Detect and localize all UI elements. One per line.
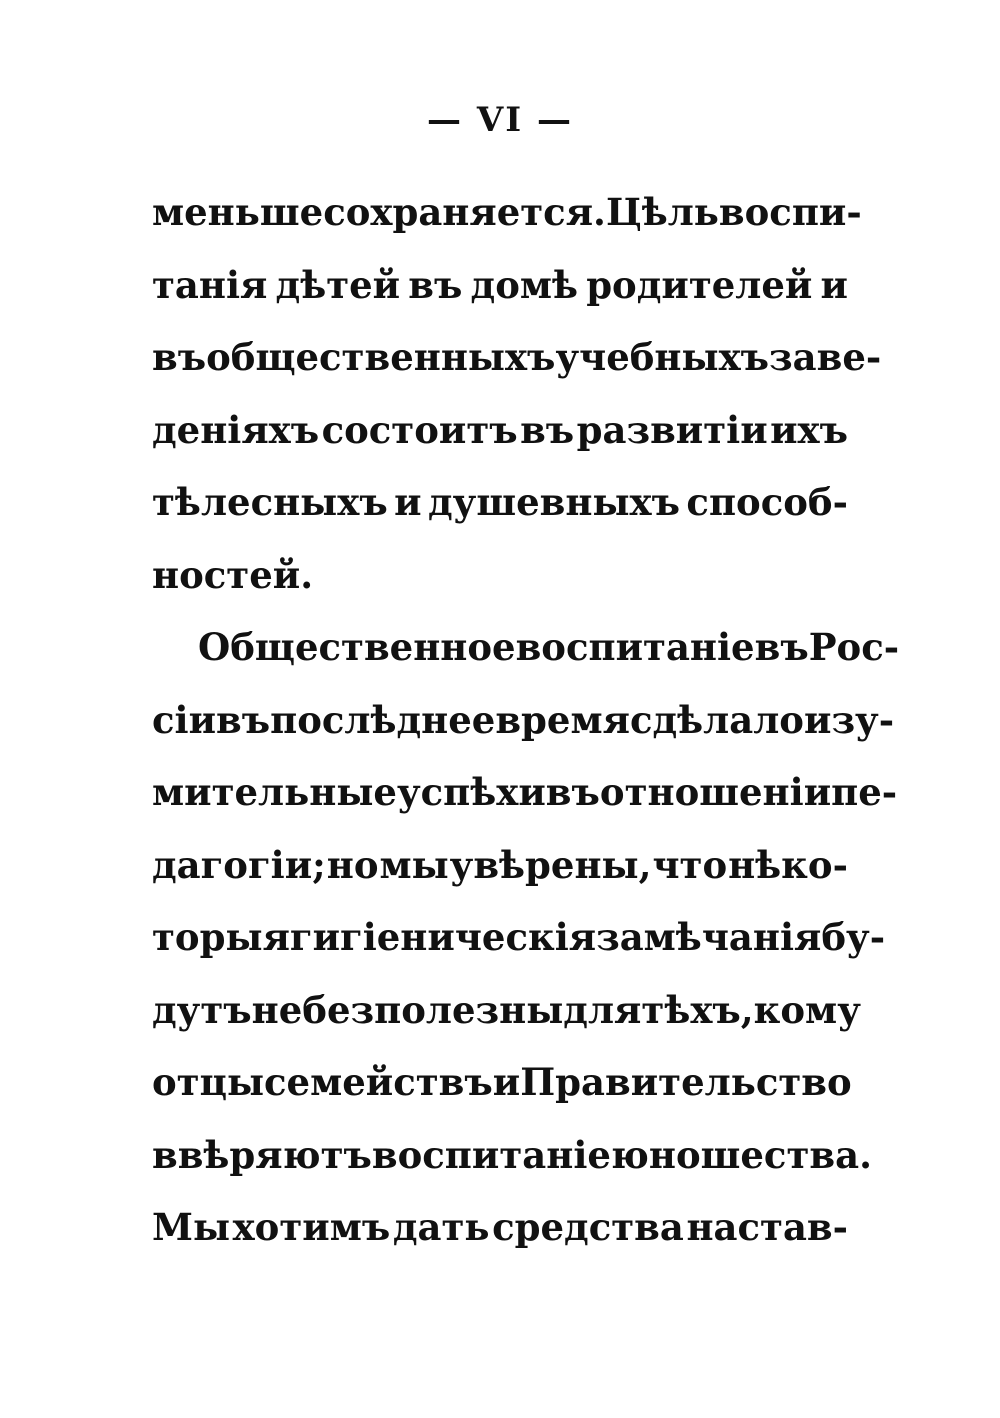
- word: домѣ: [470, 262, 579, 307]
- word: Правительство: [520, 1060, 852, 1104]
- text-line-12: [152, 974, 861, 1047]
- text-line-2: [152, 249, 848, 322]
- word: родителей: [586, 262, 813, 307]
- word: учебныхъ: [555, 335, 770, 379]
- word: для: [563, 987, 642, 1032]
- word: ввѣряютъ: [152, 1132, 372, 1177]
- word: дагогіи;: [152, 842, 326, 887]
- running-head-page-number: — VI —: [427, 100, 573, 140]
- text-line-13: [152, 1046, 852, 1119]
- word: состоитъ: [321, 407, 518, 452]
- word: время: [495, 697, 630, 742]
- word: сіи: [152, 697, 217, 742]
- word: тѣлесныхъ: [152, 480, 388, 524]
- word: душевныхъ: [428, 480, 680, 524]
- word: Мы: [152, 1205, 231, 1249]
- word: меньше: [152, 190, 324, 234]
- word: изу-: [804, 697, 895, 742]
- word: воспитаніе: [371, 1132, 611, 1177]
- word: сдѣлало: [629, 697, 804, 742]
- word: ихъ: [770, 407, 848, 452]
- text-line-11: [152, 901, 886, 974]
- word: въ: [545, 770, 600, 814]
- word: деніяхъ: [152, 407, 320, 452]
- word: дутъ: [152, 987, 252, 1032]
- word: бу-: [821, 915, 886, 959]
- word: увѣрены,: [449, 842, 652, 887]
- word: воспи-: [718, 190, 862, 234]
- word: Рос-: [808, 625, 900, 669]
- text-line-6: [152, 539, 848, 612]
- word: замѣчанія: [596, 915, 822, 959]
- word: общественныхъ: [206, 335, 556, 379]
- word: юношества.: [610, 1132, 872, 1177]
- text-line-8: [152, 684, 895, 757]
- word: пе-: [831, 770, 898, 814]
- word: не: [251, 987, 303, 1032]
- word: мительные: [152, 770, 397, 814]
- word: въ: [754, 625, 809, 669]
- word: что: [652, 842, 728, 887]
- word: въ: [520, 407, 575, 452]
- word: хотимъ: [232, 1205, 391, 1249]
- word: нѣко-: [728, 842, 848, 887]
- word: въ: [152, 335, 207, 379]
- word: безполезны: [302, 987, 564, 1032]
- word: способ-: [686, 480, 848, 524]
- word: но: [326, 842, 379, 887]
- word: торыя: [152, 915, 290, 959]
- word: танія: [152, 262, 268, 307]
- word: Общественное: [198, 625, 516, 669]
- word: настав-: [686, 1205, 848, 1249]
- word: въ: [408, 262, 463, 307]
- word: послѣднее: [270, 697, 496, 742]
- word: заве-: [769, 335, 882, 379]
- text-line-3: [152, 321, 882, 394]
- word: средства: [492, 1205, 684, 1249]
- word: сохраняется.: [323, 190, 606, 234]
- word: ностей.: [152, 552, 314, 597]
- text-line-7-paragraph-start: [152, 611, 900, 684]
- text-line-4: [152, 394, 848, 467]
- word: и: [820, 262, 848, 307]
- word: дать: [392, 1205, 490, 1249]
- word: дѣтей: [275, 262, 401, 307]
- word: развитіи: [576, 407, 768, 452]
- text-line-15: [152, 1191, 848, 1264]
- word: тѣхъ,: [641, 987, 754, 1032]
- text-line-10: [152, 829, 848, 902]
- word: и: [394, 480, 422, 524]
- word: Цѣль: [605, 190, 719, 234]
- body-text: [152, 176, 900, 1264]
- word: гигіеническія: [289, 915, 597, 959]
- word: отцы: [152, 1060, 265, 1104]
- word: семействъ: [264, 1060, 493, 1104]
- word: мы: [379, 842, 449, 887]
- word: успѣхи: [396, 770, 546, 814]
- text-line-9: [152, 756, 898, 829]
- text-line-14: [152, 1119, 872, 1192]
- text-line-5: [152, 466, 848, 539]
- text-line-1: [152, 176, 862, 249]
- word: кому: [753, 987, 861, 1032]
- word: и: [492, 1060, 521, 1104]
- word: воспитаніе: [515, 625, 755, 669]
- word: въ: [216, 697, 271, 742]
- word: отношеніи: [599, 770, 832, 814]
